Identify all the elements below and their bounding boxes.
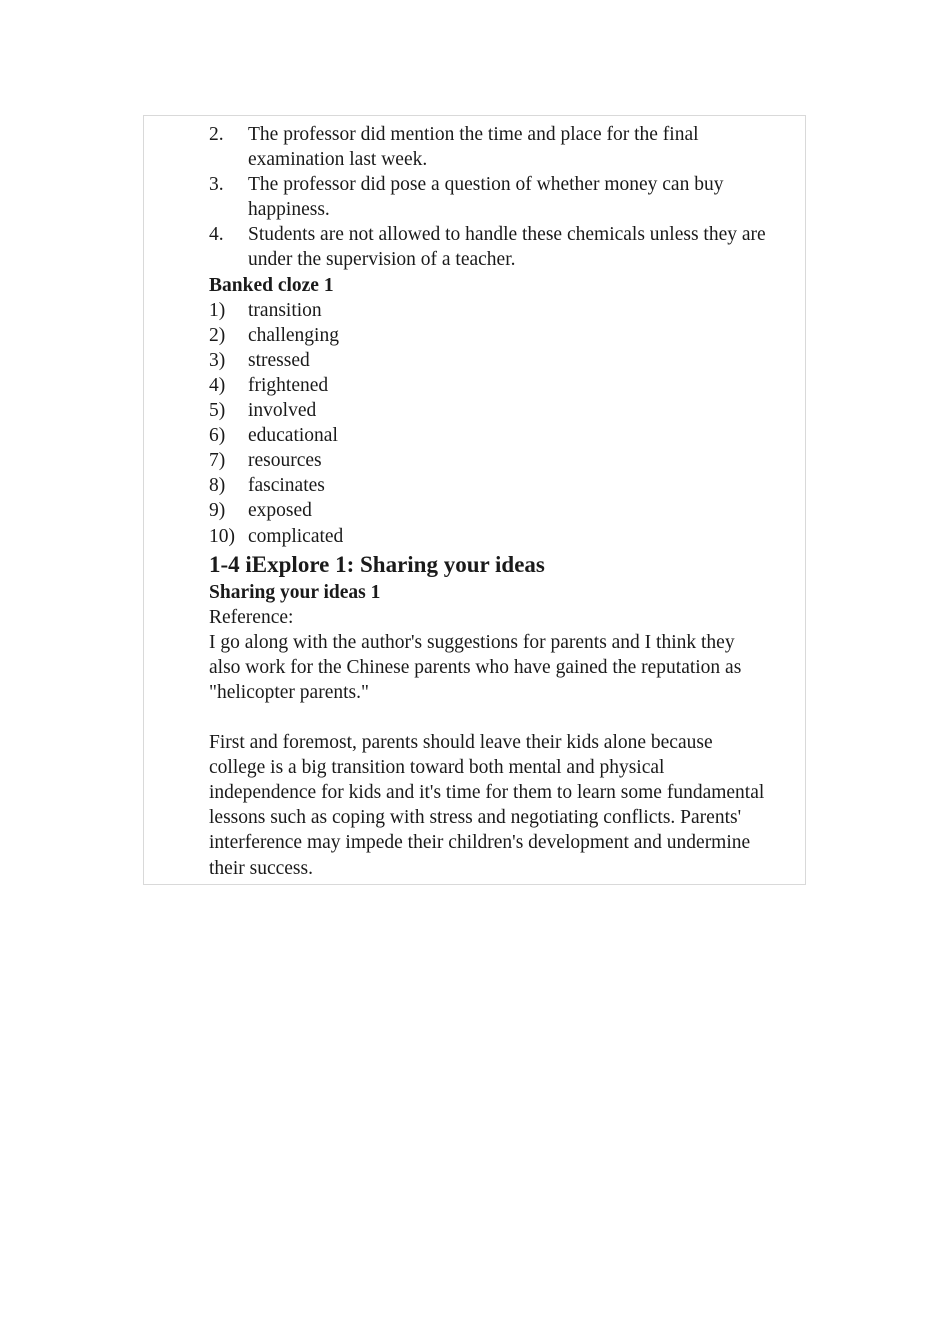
list-item — [209, 498, 769, 523]
list-item — [209, 398, 769, 423]
list-item — [209, 348, 769, 373]
list-item — [209, 524, 769, 549]
reference-label: Reference: — [209, 606, 294, 628]
item-word: challenging — [248, 324, 339, 346]
list-item — [209, 423, 769, 448]
sentence-text: The professor did pose a question of whether money can buy happiness. — [248, 174, 724, 221]
item-number: 3) — [209, 349, 226, 371]
item-word: educational — [248, 425, 338, 447]
sentence-number: 2. — [209, 124, 224, 145]
item-number: 6) — [209, 425, 226, 447]
item-number: 9) — [209, 500, 226, 522]
item-word: involved — [248, 400, 317, 422]
item-word: exposed — [248, 500, 312, 522]
item-word: stressed — [248, 349, 310, 371]
section-title: 1-4 iExplore 1: Sharing your ideas — [209, 551, 545, 577]
item-number: 8) — [209, 475, 226, 497]
list-item — [209, 473, 769, 498]
list-item — [209, 323, 769, 348]
list-item — [209, 298, 769, 323]
paragraph-spacer — [209, 705, 769, 730]
sentence-number: 4. — [209, 224, 224, 246]
banked-cloze-list — [209, 298, 769, 549]
sentence-item — [209, 222, 769, 272]
paragraph-two: First and foremost, parents should leave their kids alone because college is a big transition toward both mental and physical independence for kids and it's time for them to learn some fundamental lessons such as coping with stress and negotiating conflicts. Parents' interference may impede their children's development and undermine their success. — [209, 732, 765, 879]
sentence-text: The professor did mention the time and place for the final examination last week. — [248, 124, 699, 171]
section-subheading: Sharing your ideas 1 — [209, 581, 381, 603]
sentence-text: Students are not allowed to handle these chemicals unless they are under the supervision of a teacher. — [248, 224, 766, 271]
sentence-item — [209, 122, 769, 172]
item-word: resources — [248, 450, 322, 472]
item-number: 4) — [209, 374, 226, 396]
sentence-number: 3. — [209, 174, 224, 196]
item-number: 1) — [209, 299, 226, 321]
list-item — [209, 373, 769, 398]
item-number: 2) — [209, 324, 226, 346]
item-word: frightened — [248, 374, 329, 396]
item-number: 10) — [209, 525, 235, 547]
paragraph-one: I go along with the author's suggestions for parents and I think they also work for the Chinese parents who have gained the reputation as "helicopter parents." — [209, 631, 742, 703]
item-word: fascinates — [248, 475, 325, 497]
sentence-item — [209, 172, 769, 222]
item-word: complicated — [248, 525, 344, 547]
document-content — [209, 122, 769, 881]
banked-cloze-heading: Banked cloze 1 — [209, 274, 334, 296]
list-item — [209, 448, 769, 473]
item-number: 5) — [209, 400, 226, 422]
item-word: transition — [248, 299, 322, 321]
item-number: 7) — [209, 450, 226, 472]
